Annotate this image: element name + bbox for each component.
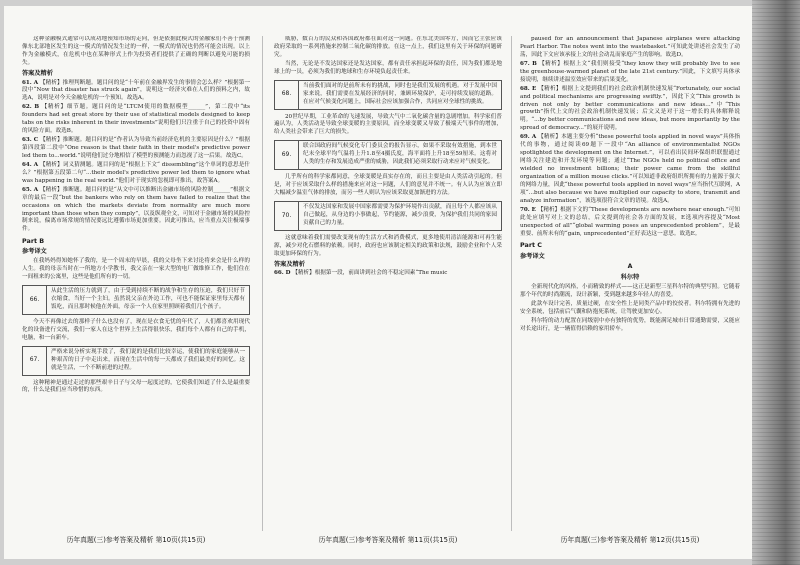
box-number: 70. [275, 202, 299, 230]
translation-box [22, 285, 250, 315]
answer-item [520, 207, 740, 239]
answer-number: 63. C [22, 137, 39, 144]
answer-text: 【精析】推理判断题。题目问的是“十年前在金融界发生的事情会怎么样？”根据第一段中“Now that disaster has struck again”，说明这一经济灾难在人们的预料之内，故选A，说明是对今天金融危机的一个预知。故选A。 [22, 79, 250, 102]
column-divider [262, 36, 263, 531]
answer-item [520, 86, 740, 134]
answer-item [22, 80, 250, 104]
passage-title: 科尔特 [620, 274, 640, 282]
box-number: 68. [275, 81, 299, 109]
box-number: 66. [23, 286, 47, 314]
page-10-column [22, 36, 250, 522]
subheading: 参考译文 [520, 252, 545, 260]
answer-number: 64. A [22, 161, 39, 168]
answer-item [22, 162, 250, 186]
answer-text: 【精析】根据下文的“These developments are nowhere near enough.”可知此处应填写对上文的总结，后文提到的社会各方面的发展，E选项内容提及“Most unexpected of all”“global warming poses an unprecedented problem”，是最重要、前所未有的“gain, unprecedented”正好表达这一意思。故选E。 [520, 206, 740, 237]
translation-box [274, 80, 502, 110]
section-heading: Part B [22, 237, 45, 246]
subheading: 参考译文 [22, 248, 47, 256]
paragraph: 此款车设计完善，质量过硬，在安全性上是同类产品中的佼佼者。科尔特拥有先进的安全系统，包括前后气囊和防抱死系统，让驾驶更加安心。 [520, 300, 740, 315]
answer-item [274, 270, 502, 278]
paragraph: 科尔特的动力配置在同级别中亦有独特的优势，既能满足城市日常通勤需要，又能应对长途出行，是一辆值得信赖的家用轿车。 [520, 317, 740, 332]
paragraph: 这种金融模式通常可以成功地预知市场的走向，但是依据此模式的金融家们不善于预测像东北部地区发生的这一模式的情况发生过的一样，一模式的情况也仍然可能会出现。以上作为金融模式，在危机中也在某种形式上作为投资者们提供了正确的判断以避免可能的损失。 [22, 36, 250, 66]
answer-number: 69. A [520, 134, 537, 141]
answer-item [22, 187, 250, 235]
answer-text: 【精析】本题主要分析“these powerful tools applied in novel ways”具体指代的事物，通过阅读69题下一段中“An alliance of environmentalist NGOs spotlighted the development on the Internet.”，可以看出民间环保组织联盟通过网络关注建造和开发环境等问题；通过“The NGOs held no political office and wielded no investment billions; their power came from the skillful organization of a million mouse clicks.”可以知道非政府组织所拥有的力量源于强大的网络力量，因此“these powerful tools applied in novel ways”应当指代互联网，A项“...but also because we have multiplied our capacity to store, transmit and analyze information”，该选项很符合文章的语境。故选A。 [520, 134, 740, 204]
paragraph: 威胁，数百万的民众和各国政府都在面对这一问题。在东北美国零方，因而它主张应该政府采取的一系列措施来控制二氧化碳的排放。在这一点上，我们这里有关于环保的问题研究。 [274, 36, 502, 58]
answer-item [520, 61, 740, 85]
paragraph: 当然，无论是不发达国家还是发达国家，都有责任承担起环保的责任，因为我们都是地球上的一员，必须为我们的地球和生存环境负起责任来。 [274, 60, 502, 75]
box-number: 69. [275, 141, 299, 169]
answer-number: 68. E [520, 85, 537, 92]
answer-text: 【精析】词义猜测题。题目问的是“根据上下文“ dissembling”这个单词的意思是什么？”根据第五段第二句“...their model's predictive power led them to ignore what was happening in the real world.”他们对于现实的忽视即可推出，故答案A。 [22, 161, 250, 184]
box-text: 不仅发达国家和发展中国家都需要为保护环境作出贡献，而且每个人都应该从自己做起，从身边的小事做起，节约能源，减少浪费，为保护我们共同的家园贡献自己的力量。 [303, 203, 497, 226]
paragraph: 20世纪早期，工业革命的飞速发展，导致大气中二氧化碳含量的急剧增加。科学家们普遍认为，人类活动是导致全球变暖的主要原因，而全球变暖又导致了极端天气事件的增加，给人类社会带来了巨大的损失。 [274, 113, 502, 136]
box-number: 67. [23, 347, 47, 375]
subheading: 答案及精析 [22, 69, 53, 77]
paragraph: 这种精神是通过走过的那些艰辛日子与父母一起度过的，它使我们知道了什么是最重要的，什么是我们应当珍惜的东西。 [22, 379, 250, 394]
answer-item [520, 134, 740, 205]
box-text: 当前我们面对的是前所未有的挑战，同时也是我们发展的机遇。对于发展中国家来说，我们需要在发展经济的同时，兼顾环境保护，走可持续发展的道路。在应对气候变化问题上，国际社会应该加强合作，共同应对全球性的挑战。 [303, 82, 497, 105]
paragraph: 在我妈妈得知她怀了我的，是一个周末的早晨，我的父母坐下来讨论将来会是什么样的人生。我的母亲当时在一所地方小学教书，我父亲在一家大型的电厂做维修工作，他们住在一间租来的公寓里，这些是他们所有的一切。 [22, 258, 250, 281]
answer-number: 61. A [22, 79, 39, 86]
page-footer: 历年真题(三)参考答案及精析 第11页(共15页) [318, 536, 458, 544]
box-text: 严格来说分析实现手段了，我们说的是我们比较幸运，使我们的家庭能够从一种艰苦的日子中走出来，而现在生活中的每一天都成了我们最美好的回忆。这就是生活，一个不断前进的过程。 [51, 348, 245, 371]
page-footer: 历年真题(三)参考答案及精析 第10页(共15页) [66, 536, 206, 544]
answer-number: 65. A [22, 186, 39, 193]
page-12-column [520, 36, 740, 522]
answer-number: 62. B [22, 104, 40, 111]
translation-box [22, 346, 250, 376]
answer-text: 【精析】根据上文“我们则接受“they know they will probably live to see the greenhouse-warmed planet of the late 21st century.”因此，下文填写具体承接说明，继续讲述温室效应带来的后果变化。 [520, 60, 740, 83]
box-text: 从此生活的压力就到了，由于受到持续不断的战争和生存的压迫，我们只好节衣缩食，当好一个主妇。虽然说父亲在外边工作，可也不能保证家里每天都有饭吃，而且那时候他在外面，母亲一个人在家里照顾着我们几个孩子。 [51, 288, 245, 310]
paragraph: paused for an announcement that Japanese airplanes were attacking Pearl Harbor. The notes went into the wastebasket.”可知此处讲述社会发生了动荡，因此下文应该承接上文的社会动乱而家庭产生的影响。故选D。 [520, 36, 740, 58]
passage-title: A [627, 263, 633, 271]
translation-box [274, 201, 502, 231]
answer-number: 67. B [520, 60, 537, 67]
answer-text: 【精析】细节题。题目问的是“LTCM使用的数据模型______”，第二段中“its founders had set great store by their use of statistical models designed to keep tabs on the risks inherent in their investments”说明他们只注重于自己的投资中固有的风险方面。故选B。 [22, 104, 250, 135]
section-heading: Part C [520, 241, 542, 250]
page-footer: 历年真题(三)参考答案及精析 第12页(共15页) [560, 536, 700, 544]
answer-number: 66. D [274, 270, 291, 277]
answer-item [22, 137, 250, 161]
page-11-column [274, 36, 502, 522]
subheading: 答案及精析 [274, 260, 305, 268]
answer-text: 【精析】推断题。题目问的是“作者认为导致当前经济危机的主要原因是什么？”根据第四段第二段中“One reason is that their faith in their model's predictive power led them to...world.”说明他们过分地相信了模型的预测能力而忽视了这一后果。故选C。 [22, 137, 250, 159]
paragraph: 几乎所有的科学家都同意，全球变暖是真实存在的，而且主要是由人类活动引起的。但是，对于应该采取什么样的措施来应对这一问题，人们的意见并不统一。有人认为应该立即大幅减少温室气体的排放，而另一些人则认为应该采取更加渐进的方法。 [274, 174, 502, 196]
answer-key-spread [4, 6, 752, 559]
answer-number: 70. E [520, 206, 536, 213]
answer-text: 【精析】根据上文提到我们的社会政治机制快速发展“Fortunately, our social and political mechanisms are progressing swiftly.”，因此下文“This growth is driven not only by better communications and new ideas...”中“This growth”指代上文的社会政治机制快速发展；后文又是对于这一增长的具体解释说明。“...by better communications and new ideas, but more importantly by the spread of democracy...”的展开说明。 [520, 85, 740, 132]
answer-item [22, 104, 250, 136]
answer-text: 【精析】推断题。题目问的是“从文中可以推断出金融市场的风险控制______”根据文章的最后一段“but the bankers who rely on them have failed to realize that the occasions on which the markets deviate from normality are much more important than those when they comply”，以及纵观全文，可知对于金融市场的风险控制来说，偏离市场常规的情况要远比遵循市场更加重要。因此可推出，应当重点关注极端事件。 [22, 186, 250, 233]
column-divider [511, 36, 512, 531]
box-text: 联合国政府间气候变化专门委员会的报告显示，如果不采取有效措施，到本世纪末全球平均气温将上升1.8至4摄氏度，海平面将上升18至59厘米。这将对人类的生存和发展造成严重的威胁，因此我们必须采取行动来应对气候变化。 [303, 143, 497, 166]
page-fold-edge [752, 0, 800, 565]
paragraph: 全新现代化的风格，小而精致的样式——这正是新型三星科尔特的典型写照。它随着那个年代的时尚潮流，设计新颖，受到越来越多年轻人的喜爱。 [520, 283, 740, 298]
answer-text: 【精析】根据第一段，前面讲到社会的不稳定因素“The music [292, 270, 448, 277]
paragraph: 这就意味着我们需要改变现有的生活方式和消费模式，更多地使用清洁能源和可再生能源，减少对化石燃料的依赖。同时，政府也应该制定相关的政策和法规，鼓励企业和个人采取更加环保的行为。 [274, 234, 502, 257]
paragraph: 今天不再像过去的那样子什么也没有了，现在是衣食无忧的年代了，人们都喜欢用现代化的设备进行交流，我们一家人在这个世界上生活得很快乐，我们每个人都有自己的手机，电脑，和一台新车。 [22, 318, 250, 341]
translation-box [274, 140, 502, 170]
